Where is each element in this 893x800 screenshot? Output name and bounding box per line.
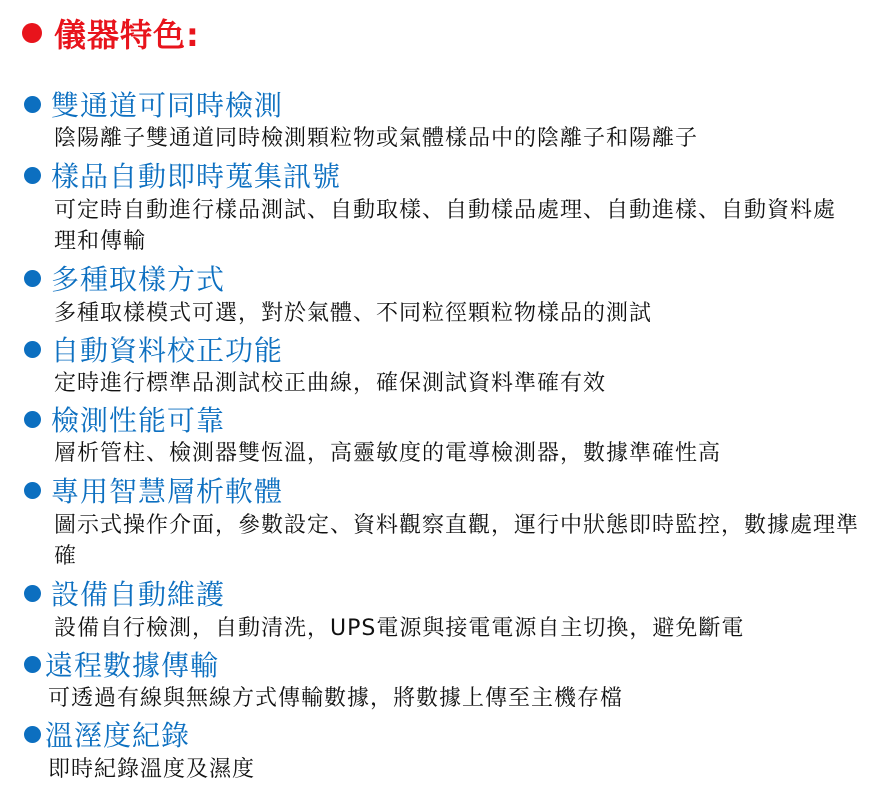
feature-heading-row bbox=[24, 646, 219, 682]
feature-heading: 自動資料校正功能 bbox=[51, 334, 284, 367]
feature-description: 多種取樣模式可選，對於氣體、不同粒徑顆粒物樣品的測試 bbox=[54, 301, 653, 326]
feature-description: 圖示式操作介面，參數設定、資料觀察直觀，運行中狀態即時監控，數據處理準確 bbox=[54, 513, 860, 569]
blue-bullet-icon bbox=[24, 341, 41, 358]
feature-description: 陰陽離子雙通道同時檢測顆粒物或氣體樣品中的陰離子和陽離子 bbox=[54, 126, 699, 151]
feature-heading: 雙通道可同時檢測 bbox=[51, 89, 284, 122]
feature-description: 可定時自動進行樣品測試、自動取樣、自動樣品處理、自動進樣、自動資料處理和傳輸 bbox=[54, 198, 837, 254]
feature-heading: 專用智慧層析軟體 bbox=[51, 475, 284, 508]
feature-heading-row bbox=[24, 716, 190, 752]
blue-bullet-icon bbox=[24, 482, 41, 499]
feature-description: 即時紀錄溫度及濕度 bbox=[48, 757, 256, 782]
feature-heading-row bbox=[24, 575, 225, 611]
blue-bullet-icon bbox=[24, 411, 41, 428]
blue-bullet-icon bbox=[24, 96, 41, 113]
feature-heading-row bbox=[24, 260, 225, 296]
blue-bullet-icon bbox=[24, 270, 41, 287]
feature-heading-row bbox=[24, 331, 283, 367]
blue-bullet-icon bbox=[24, 585, 41, 602]
feature-heading-row bbox=[24, 86, 283, 122]
feature-heading-row bbox=[24, 472, 283, 508]
feature-heading: 多種取樣方式 bbox=[51, 263, 226, 296]
feature-heading: 遠程數據傳輸 bbox=[45, 649, 220, 682]
feature-heading: 樣品自動即時蒐集訊號 bbox=[51, 160, 342, 193]
section-title: 儀器特色: bbox=[54, 16, 200, 54]
feature-heading-row bbox=[24, 401, 225, 437]
feature-description: 可透過有線與無線方式傳輸數據，將數據上傳至主機存檔 bbox=[48, 686, 624, 711]
feature-description: 定時進行標準品測試校正曲線，確保測試資料準確有效 bbox=[54, 371, 607, 396]
blue-bullet-icon bbox=[24, 726, 41, 743]
blue-bullet-icon bbox=[24, 656, 41, 673]
feature-description: 設備自行檢測，自動清洗，UPS電源與接電電源自主切換，避免斷電 bbox=[54, 616, 745, 641]
feature-heading: 溫溼度紀錄 bbox=[45, 719, 191, 752]
feature-description: 層析管柱、檢測器雙恆溫，高靈敏度的電導檢測器，數據準確性高 bbox=[54, 441, 722, 466]
feature-heading: 檢測性能可靠 bbox=[51, 404, 226, 437]
feature-heading-row bbox=[24, 157, 341, 193]
blue-bullet-icon bbox=[24, 167, 41, 184]
feature-heading: 設備自動維護 bbox=[51, 578, 226, 611]
